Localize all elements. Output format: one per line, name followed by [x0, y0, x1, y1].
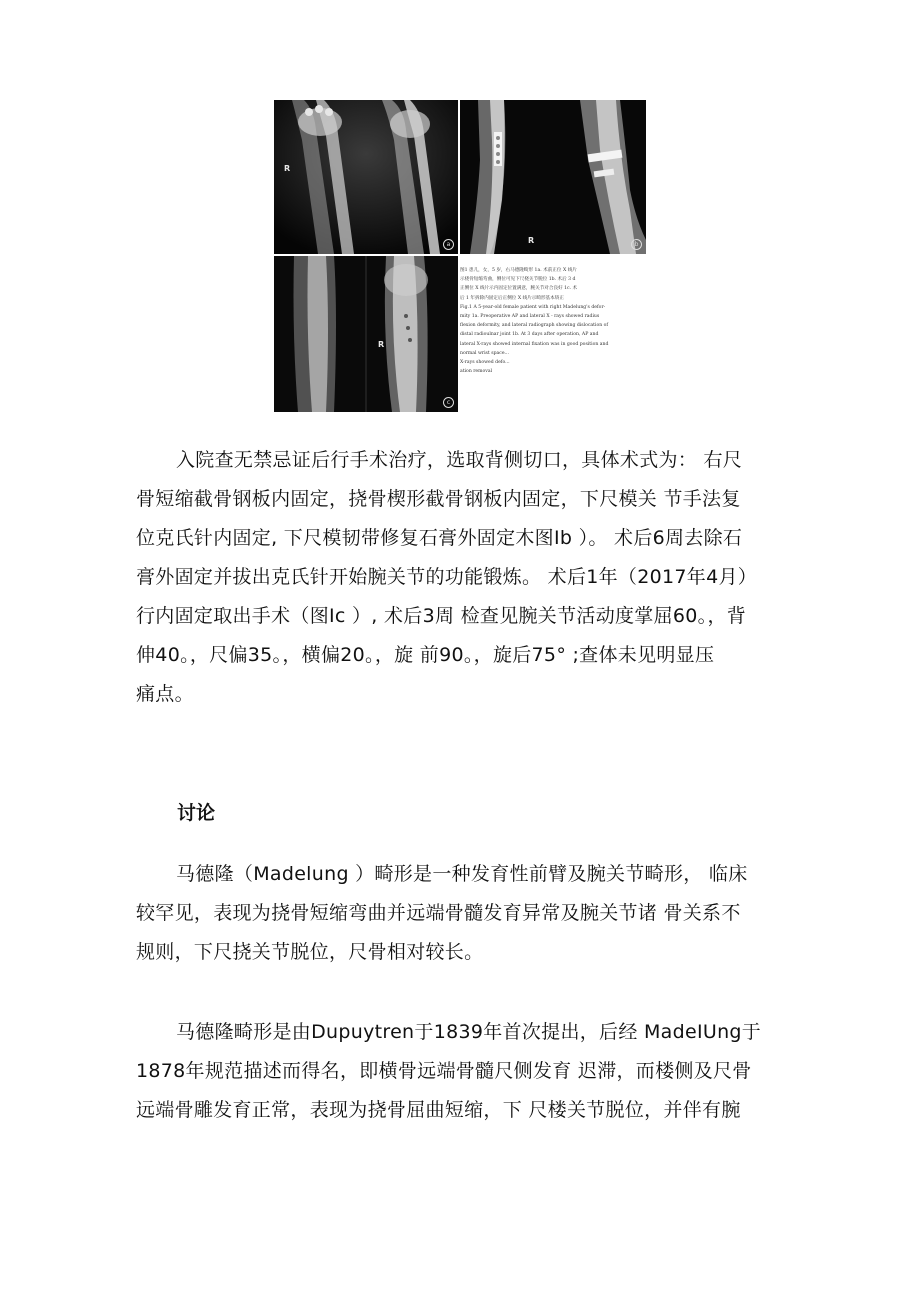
caption-line: Fig.1 A 5-year-old female patient with right Madelung's defor- [460, 304, 606, 310]
text-line: 较罕见，表现为挠骨短缩弯曲并远端骨髓发育异常及腕关节诸 骨关系不 [136, 902, 741, 924]
caption-line: 正侧位 X 线片示内固定位置满意，腕关节对合良好 1c. 术 [460, 286, 578, 292]
xray-panel-1a [274, 100, 458, 254]
text-line: 痛点。 [136, 683, 194, 705]
text-line: 1878年规范描述而得名，即横骨远端骨髓尺侧发育 迟滞，而楼侧及尺骨 [136, 1060, 752, 1082]
caption-line: lateral X-rays showed internal fixation was in good position and [460, 341, 609, 347]
text-line: 位克氏针内固定, 下尺模韧带修复石膏外固定木图Ib ）。 术后6周去除石 [136, 527, 743, 549]
text-line: 伸40。，尺偏35。，横偏20。，旋 前90。，旋后75° ;查体未见明显压 [136, 644, 715, 666]
caption-line: 示桡骨短缩弯曲，侧位可见下尺桡关节脱位 1b. 术后 3 d [460, 277, 576, 283]
caption-line: 图1 患儿，女，5 岁，右马德隆畸形 1a. 术前正位 X 线片 [460, 268, 577, 273]
xray-image-1c [274, 256, 458, 412]
paragraph-history [136, 1013, 786, 1130]
text-line: 马德隆（Madelung ）畸形是一种发育性前臂及腕关节畸形， 临床 [176, 863, 748, 885]
panel-badge: c [443, 397, 454, 408]
text-line: 马德隆畸形是由Dupuytren于1839年首次提出，后经 MadeIUng于 [176, 1021, 762, 1043]
xray-panel-1c [274, 256, 458, 412]
text-line: 行内固定取出手术（图Ic ）, 术后3周 检查见腕关节活动度掌屈60。，背 [136, 605, 747, 627]
caption-line: mity 1a. Preoperative AP and lateral X - rays showed radius [460, 314, 600, 320]
caption-line: 后 1 年拆除内固定后正侧位 X 线片示畸形基本矫正 [460, 295, 564, 301]
caption-line: ation removal [460, 369, 493, 375]
text-line: 规则，下尺挠关节脱位，尺骨相对较长。 [136, 941, 484, 963]
xray-figure [274, 100, 646, 412]
panel-badge: b [631, 239, 642, 250]
caption-line: normal wrist space... [460, 350, 509, 356]
caption-line: X-rays showed defo... [460, 360, 510, 366]
side-marker: R [284, 164, 291, 173]
panel-badge: a [443, 239, 454, 250]
text-line: 膏外固定并拔出克氏针开始腕关节的功能锻炼。 术后1年（2017年4月） [136, 566, 758, 588]
paragraph-definition [136, 855, 786, 972]
section-heading-discussion: 讨论 [177, 802, 216, 824]
xray-image-1b [460, 100, 646, 254]
text-line: 骨短缩截骨钢板内固定，挠骨楔形截骨钢板内固定，下尺模关 节手法复 [136, 488, 741, 510]
xray-image-1a [274, 100, 458, 254]
side-marker: R [378, 340, 385, 349]
caption-line: flexion deformity, and lateral radiograph showing dislocation of [460, 323, 609, 329]
figure-caption [460, 256, 646, 412]
text-line: 入院查无禁忌证后行手术治疗，选取背侧切口，具体术式为： 右尺 [176, 449, 743, 471]
text-line: 远端骨雕发育正常，表现为挠骨屈曲短缩，下 尺楼关节脱位，并伴有腕 [136, 1099, 741, 1121]
xray-panel-1b [460, 100, 646, 254]
caption-line: distal radioulnar joint 1b. At 3 days after operation, AP and [460, 332, 599, 338]
paragraph-surgery [136, 441, 786, 714]
side-marker: R [528, 236, 535, 245]
